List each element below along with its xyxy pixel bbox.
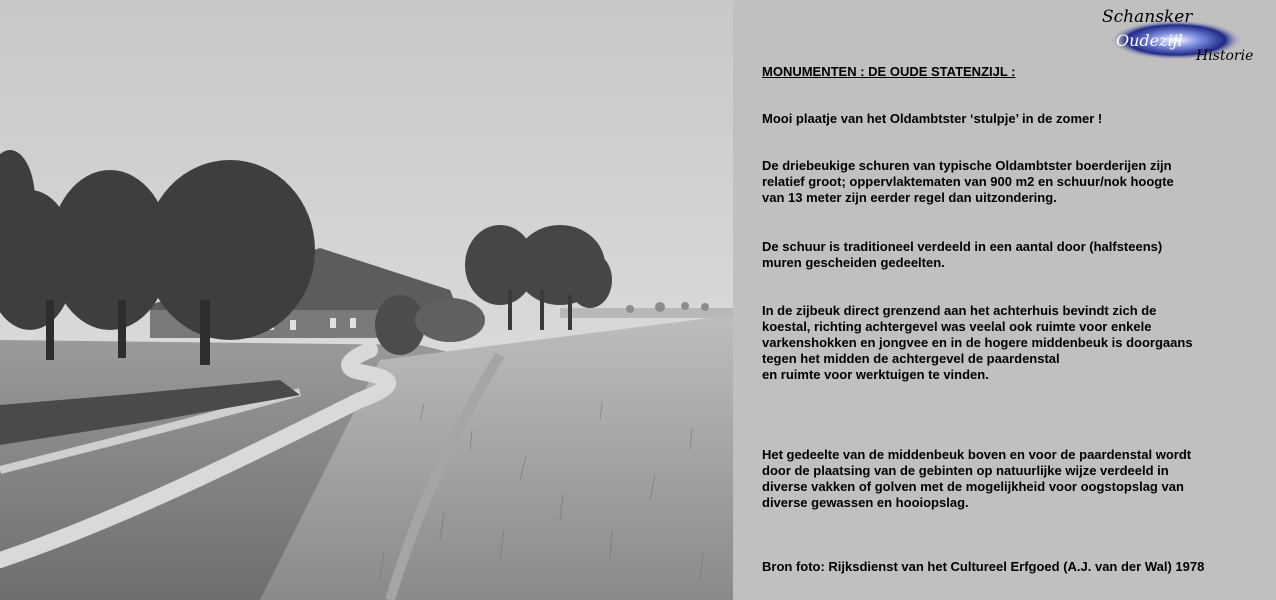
- paragraph-schuren: De driebeukige schuren van typische Oldambtster boerderijen zijn relatief groot; oppervlaktematen van 900 m2 en schuur/nok hoogte van 13 meter zijn eerder regel dan uitzondering.: [762, 158, 1174, 205]
- photo-credit: Bron foto: Rijksdienst van het Cultureel Erfgoed (A.J. van der Wal) 1978: [762, 559, 1205, 574]
- paragraph-indeling: De schuur is traditioneel verdeeld in een aantal door (halfsteens) muren gescheiden gedeelten.: [762, 239, 1163, 270]
- paragraph-zijbeuk: In de zijbeuk direct grenzend aan het achterhuis bevindt zich de koestal, richting achtergevel was veelal ook ruimte voor enkele varkenshokken en jongvee en in de hogere middenbeuk is doorgaans tegen het midden de achtergevel de paardenstal en ruimte voor werktuigen te vinden.: [762, 303, 1193, 382]
- paragraph-intro: Mooi plaatje van het Oldambtster ‘stulpje’ in de zomer !: [762, 111, 1103, 126]
- text-panel: [733, 0, 1276, 600]
- logo-line-2: Oudezijl: [1116, 31, 1183, 50]
- page-title: MONUMENTEN : DE OUDE STATENZIJL :: [762, 64, 1016, 79]
- paragraph-middenbeuk: Het gedeelte van de middenbeuk boven en voor de paardenstal wordt door de plaatsing van de gebinten op natuurlijke wijze verdeeld in diverse vakken of golven met de mogelijkheid voor oogstopslag van diverse gewassen en hooiopslag.: [762, 447, 1192, 510]
- logo-line-1: Schansker: [1102, 7, 1193, 27]
- logo-line-3: Historie: [1196, 48, 1254, 64]
- site-logo: [1098, 4, 1270, 66]
